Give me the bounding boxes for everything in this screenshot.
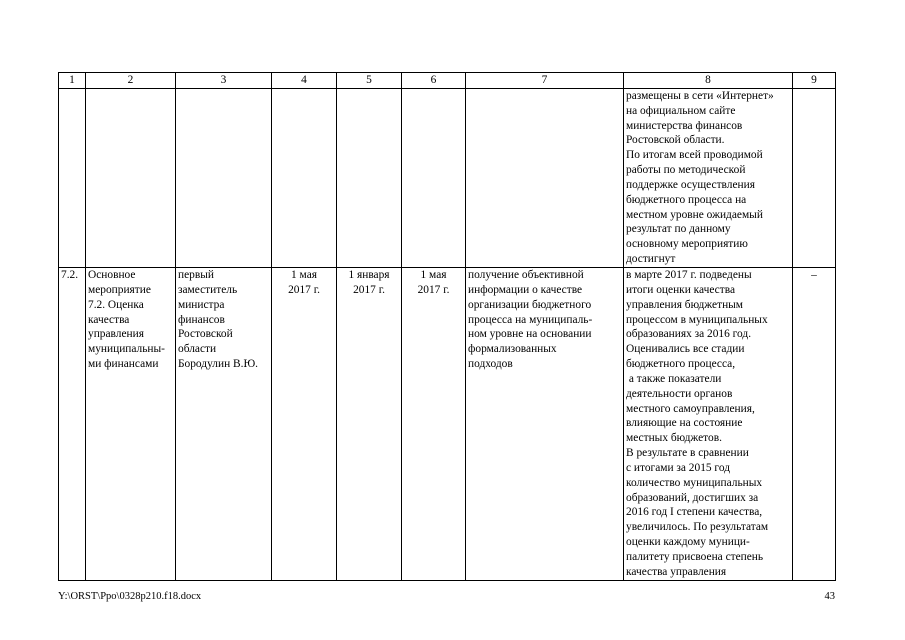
responsible-person-cell: первый заместитель министра финансов Ростовской области Бородулин В.Ю. xyxy=(176,267,272,580)
column-number-1: 1 xyxy=(59,73,86,89)
column-number-7: 7 xyxy=(466,73,624,89)
table-row-7-2 xyxy=(59,267,836,580)
column-number-2: 2 xyxy=(86,73,176,89)
cell-empty xyxy=(59,88,86,267)
item-number-cell: 7.2. xyxy=(59,267,86,580)
table-row-continuation xyxy=(59,88,836,267)
report-table xyxy=(58,72,836,581)
expected-result-cell: получение объективной информации о качестве организации бюджетного процесса на муниципаль- ном уровне на основании формализованных подходов xyxy=(466,267,624,580)
footer-file-path: Y:\ORST\Ppo\0328p210.f18.docx xyxy=(58,591,202,602)
cell-empty xyxy=(466,88,624,267)
actual-result-cell: в марте 2017 г. подведены итоги оценки качества управления бюджетным процессом в муниципальных образованиях за 2016 год. Оценивались все стадии бюджетного процесса, а также показатели деятельности органов местного самоуправления, влияющие на состояние местных бюджетов. В результате в сравнении с итогами за 2015 год количество муниципальных образований, достигших за 2016 год I степени качества, увеличилось. По результатам оценки каждому муници- палитету присвоена степень качества управления xyxy=(624,267,793,580)
cell-empty xyxy=(793,88,836,267)
planned-date-cell: 1 мая 2017 г. xyxy=(272,267,337,580)
column-number-6: 6 xyxy=(402,73,466,89)
column-number-row xyxy=(59,73,836,89)
start-date-cell: 1 января 2017 г. xyxy=(337,267,402,580)
end-date-cell: 1 мая 2017 г. xyxy=(402,267,466,580)
cell-empty xyxy=(86,88,176,267)
column-number-9: 9 xyxy=(793,73,836,89)
cell-empty xyxy=(402,88,466,267)
cell-empty xyxy=(176,88,272,267)
page-number: 43 xyxy=(824,591,835,602)
cell-empty xyxy=(272,88,337,267)
column-number-5: 5 xyxy=(337,73,402,89)
column-number-8: 8 xyxy=(624,73,793,89)
column-number-4: 4 xyxy=(272,73,337,89)
result-description-cell: размещены в сети «Интернет» на официальном сайте министерства финансов Ростовской области. По итогам всей проводимой работы по методической поддержке осуществления бюджетного процесса на местном уровне ожидаемый результат по данному основному мероприятию достигнут xyxy=(624,88,793,267)
column-number-3: 3 xyxy=(176,73,272,89)
activity-name-cell: Основное мероприятие 7.2. Оценка качества управления муниципальны- ми финансами xyxy=(86,267,176,580)
cell-empty xyxy=(337,88,402,267)
notes-cell: – xyxy=(793,267,836,580)
